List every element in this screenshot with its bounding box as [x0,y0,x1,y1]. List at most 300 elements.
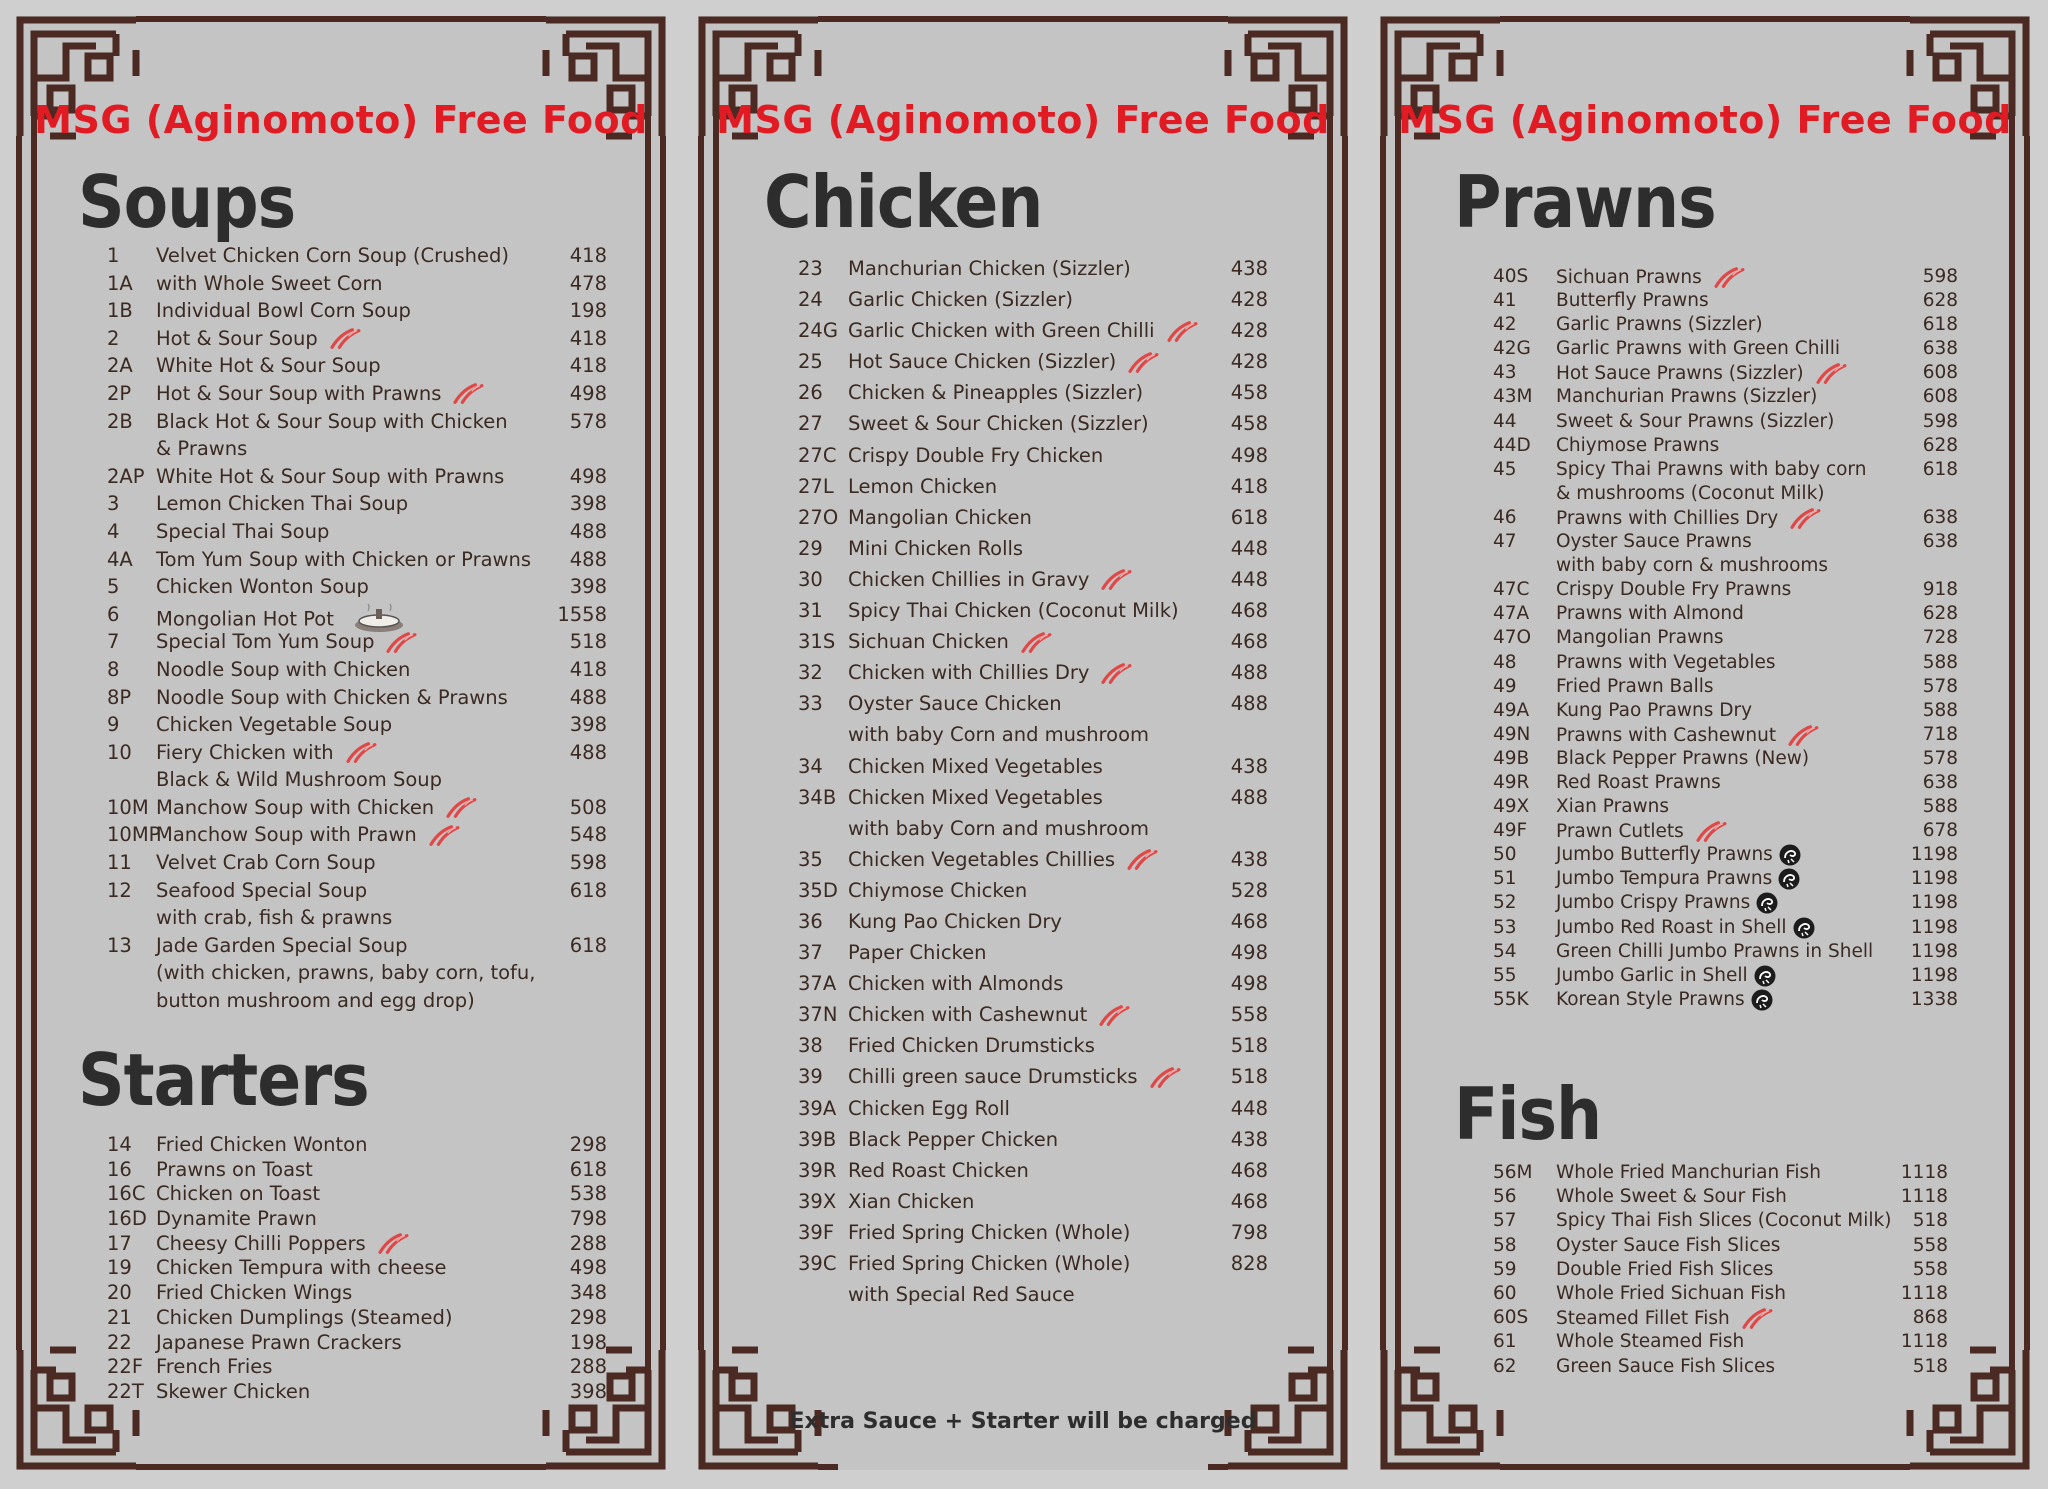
menu-item [1493,941,1958,965]
item-price: 728 [1922,627,1958,649]
item-name-line [1556,1307,1774,1331]
item-number: 31S [798,630,836,654]
item-name-line [156,686,508,709]
item-name: Korean Style Prawns [1556,988,1745,1010]
item-price: 578 [1922,675,1958,697]
item-price: 198 [569,1330,607,1354]
item-name: Special Thai Soup [156,519,330,543]
item-name-line [848,910,1062,933]
item-name: Tom Yum Soup with Chicken or Prawns [156,547,532,571]
item-price: 588 [1922,699,1958,721]
item-name-line [848,257,1131,280]
item-name-line [848,755,1103,778]
item-number: 49N [1493,723,1531,745]
item-price: 458 [1230,381,1268,405]
item-number: 25 [798,350,823,374]
item-price: 798 [569,1207,607,1231]
item-name: Fried Spring Chicken (Whole) [848,1220,1131,1244]
item-number: 2P [107,381,132,405]
item-name-line [156,382,485,407]
item-name-line [156,1355,272,1378]
soups-list [107,244,607,1017]
item-name: Mongolian Hot Pot [156,607,334,631]
item-price: 498 [569,381,607,405]
item-name-line [1556,844,1801,866]
item-name-line [156,741,378,766]
item-number: 27O [798,505,839,529]
item-name: Lemon Chicken [848,474,998,498]
item-number: 27L [798,474,834,498]
menu-item [798,879,1268,910]
item-name-line [156,851,376,874]
item-name-line [156,1380,310,1403]
item-price: 548 [569,823,607,847]
menu-item [107,1207,607,1232]
item-name-line [156,575,369,598]
item-price: 628 [1922,434,1958,456]
menu-item [107,713,607,741]
item-name-line [156,272,383,295]
menu-item [1493,892,1958,916]
item-price: 538 [569,1182,607,1206]
item-price: 638 [1922,771,1958,793]
item-name-line [156,354,381,377]
menu-item [107,658,607,686]
item-name: Paper Chicken [848,941,987,965]
section-title-prawns: Prawns [1454,160,1716,244]
menu-item [1493,1307,1948,1331]
item-price: 918 [1922,579,1958,601]
menu-item [798,848,1268,879]
item-number: 50 [1493,844,1517,866]
item-name: Japanese Prawn Crackers [156,1330,402,1354]
item-name: Special Tom Yum Soup [156,630,375,654]
item-price: 618 [569,1157,607,1181]
item-number: 22F [107,1355,144,1379]
item-number: 33 [798,692,823,716]
item-name-line [1556,892,1778,914]
item-price: 438 [1230,754,1268,778]
item-price: 618 [1922,458,1958,480]
menu-item [107,1355,607,1380]
item-price: 398 [569,492,607,516]
item-name-line [156,1281,352,1304]
menu-item [798,475,1268,506]
item-name: Sichuan Prawns [1556,267,1702,288]
item-price: 868 [1912,1307,1948,1329]
item-name: White Hot & Sour Soup with Prawns [156,464,505,488]
item-price: 418 [569,244,607,267]
item-name-line [156,823,461,848]
item-name: Spicy Thai Fish Slices (Coconut Milk) [1556,1210,1892,1232]
item-name: Chicken Vegetables Chillies [848,847,1116,871]
menu-item [107,1380,607,1405]
item-price: 828 [1230,1252,1268,1275]
item-name-line [848,1034,1095,1057]
item-name: Noodle Soup with Chicken [156,657,411,681]
item-price: 608 [1922,386,1958,408]
item-name-line [848,506,1032,529]
item-name: Prawn Cutlets [1556,821,1684,843]
jumbo-prawn-icon [1778,868,1800,890]
item-name: Prawns on Toast [156,1157,313,1181]
item-name-line [156,1331,402,1354]
item-number: 44D [1493,434,1531,456]
item-name: Crispy Double Fry Prawns [1556,579,1792,601]
item-number: 39 [798,1065,823,1089]
item-name: Spicy Thai Chicken (Coconut Milk) [848,599,1179,623]
item-number: 29 [798,536,823,560]
item-name: Mangolian Chicken [848,505,1032,529]
item-price: 458 [1230,412,1268,436]
item-price: 418 [569,326,607,350]
menu-item [798,910,1268,941]
item-name-line [1556,459,1866,480]
item-name: Prawns with Almond [1556,603,1744,625]
item-name-line [1556,1356,1775,1377]
menu-item [798,1190,1268,1221]
item-number: 5 [107,575,120,599]
item-name-line [848,475,997,498]
item-name-line [1556,676,1714,697]
menu-item [107,354,607,382]
menu-item [798,568,1268,599]
item-price: 488 [1230,661,1268,685]
item-price: 438 [1230,257,1268,280]
item-price: 488 [1230,692,1268,716]
item-number: 31 [798,599,823,623]
item-name-line [1556,724,1820,748]
item-name-line [848,972,1063,995]
item-number: 61 [1493,1331,1517,1353]
item-name-line [848,692,1062,715]
item-name-line [848,444,1103,467]
item-number: 56M [1493,1162,1533,1183]
msg-free-banner: MSG (Aginomoto) Free Food [34,98,648,142]
item-number: 49F [1493,820,1528,842]
menu-item [798,1003,1268,1034]
chili-icon [451,382,485,406]
item-name-line [848,1097,1010,1120]
menu-item [107,410,607,465]
item-name: Chicken Chillies in Gravy [848,567,1090,591]
item-name: Whole Sweet & Sour Fish [1556,1186,1787,1208]
chili-icon [1126,351,1160,375]
item-name: Chicken & Pineapples (Sizzler) [848,381,1144,405]
menu-item [1493,627,1958,651]
item-name-line [1556,917,1815,939]
item-price: 418 [1230,474,1268,498]
item-number: 47C [1493,579,1530,601]
item-number: 27C [798,443,837,467]
item-name: Chicken Tempura with cheese [156,1256,447,1280]
menu-item [107,879,607,934]
item-name-line [1556,772,1721,793]
jumbo-prawn-icon [1756,892,1778,914]
item-price: 298 [569,1133,607,1156]
item-name: Jumbo Tempura Prawns [1556,868,1773,890]
item-price: 598 [1922,410,1958,432]
item-name-line [156,934,407,957]
item-price: 1118 [1900,1282,1948,1304]
menu-item [798,288,1268,319]
item-name: Whole Fried Sichuan Fish [1556,1282,1787,1304]
menu-item [798,1252,1268,1314]
chili-icon [427,824,461,848]
item-name: Black Pepper Prawns (New) [1556,747,1810,769]
item-name-line [1556,531,1752,552]
menu-item [1493,1210,1948,1234]
item-name: Xian Prawns [1556,796,1670,818]
item-number: 1A [107,271,133,295]
item-number: 39C [798,1252,837,1275]
item-price: 498 [1230,941,1268,965]
item-name-line [1556,700,1752,721]
menu-item [1493,796,1958,820]
menu-item [1493,266,1958,290]
item-number: 1B [107,299,133,323]
item-name: Steamed Fillet Fish [1556,1308,1730,1330]
menu-item [1493,652,1958,676]
item-number: 37N [798,1003,838,1027]
item-name-line [848,1252,1130,1275]
menu-item [798,381,1268,412]
item-name-line [1556,868,1800,890]
item-name: Hot Sauce Chicken (Sizzler) [848,350,1117,374]
item-price: 478 [569,271,607,295]
item-number: 2AP [107,464,145,488]
item-name: Lemon Chicken Thai Soup [156,492,409,516]
menu-item [1493,1331,1948,1355]
item-price: 618 [569,933,607,957]
item-number: 4A [107,547,133,571]
item-name: Oyster Sauce Chicken [848,692,1062,716]
item-number: 14 [107,1133,132,1156]
item-name: Chicken with Cashewnut [848,1003,1088,1027]
menu-item [1493,1186,1948,1210]
item-name-line [156,1306,453,1329]
item-price: 288 [569,1355,607,1379]
item-name: Fried Chicken Wonton [156,1133,368,1156]
item-number: 47O [1493,627,1532,649]
item-name: Sichuan Chicken [848,630,1009,654]
item-number: 60S [1493,1307,1529,1329]
menu-item [798,630,1268,661]
item-name: Garlic Prawns (Sizzler) [1556,314,1763,336]
item-number: 16C [107,1182,146,1206]
menu-item [798,350,1268,381]
item-name: Double Fried Fish Slices [1556,1258,1774,1280]
item-price: 578 [569,409,607,433]
jumbo-prawn-icon [1793,917,1815,939]
menu-item [798,1065,1268,1096]
item-name-line [848,941,987,964]
item-name: Chicken Mixed Vegetables [848,785,1103,809]
item-name-line [1556,796,1669,817]
item-name: Fried Spring Chicken (Whole) [848,1252,1131,1275]
item-name: Red Roast Chicken [848,1158,1029,1182]
menu-item [798,1221,1268,1252]
item-price: 558 [1912,1234,1948,1256]
item-number: 3 [107,492,120,516]
item-name: Garlic Prawns with Green Chilli [1556,338,1840,360]
menu-item [798,755,1268,786]
item-number: 19 [107,1256,132,1280]
menu-item [107,1331,607,1356]
fish-list [1493,1162,1948,1380]
menu-item [798,972,1268,1003]
item-number: 35D [798,878,838,902]
menu-item [107,1133,607,1158]
item-number: 59 [1493,1258,1517,1280]
section-title-soups: Soups [78,160,296,244]
item-price: 518 [569,630,607,654]
menu-item [107,520,607,548]
item-price: 428 [1230,350,1268,374]
item-name-line [156,1133,367,1156]
item-name: Fiery Chicken with [156,740,334,764]
menu-item [1493,338,1958,362]
item-name-line [1556,1162,1821,1183]
item-number: 35 [798,847,823,871]
item-number: 37 [798,941,823,965]
menu-item [798,506,1268,537]
chili-icon [1814,362,1848,386]
chili-icon [1125,848,1159,872]
menu-item [1493,868,1958,892]
section-title-chicken: Chicken [764,160,1043,244]
item-name: Green Chilli Jumbo Prawns in Shell [1556,940,1874,962]
item-number: 53 [1493,916,1517,938]
item-number: 6 [107,602,120,626]
item-name-line [1556,820,1728,844]
item-name-line [1556,386,1817,407]
item-number: 37A [798,972,837,996]
menu-item [798,537,1268,568]
menu-item [107,1306,607,1331]
item-number: 12 [107,878,132,902]
item-name-line [848,1065,1182,1090]
item-price: 1338 [1910,988,1958,1010]
item-name: Jumbo Garlic in Shell [1556,964,1748,986]
item-price: 498 [1230,972,1268,996]
item-number: 56 [1493,1186,1517,1208]
item-number: 51 [1493,868,1517,890]
item-name: Manchurian Prawns (Sizzler) [1556,386,1818,408]
menu-item [107,934,607,1017]
item-number: 16D [107,1207,147,1231]
item-name: Chicken on Toast [156,1182,321,1206]
item-name: Xian Chicken [848,1189,975,1213]
menu-item [798,786,1268,848]
item-name: Dynamite Prawn [156,1207,317,1231]
menu-item [1493,989,1958,1013]
item-number: 48 [1493,651,1517,673]
item-name: Whole Fried Manchurian Fish [1556,1162,1821,1183]
item-price: 418 [569,657,607,681]
item-name: Prawns with Vegetables [1556,651,1776,673]
item-name: Chicken with Chillies Dry [848,661,1090,685]
menu-item [107,327,607,355]
item-number: 43M [1493,386,1533,408]
menu-item [1493,917,1958,941]
item-number: 49 [1493,675,1517,697]
item-name-line [848,319,1199,344]
item-price: 1198 [1910,844,1958,866]
item-number: 26 [798,381,823,405]
menu-panel-chicken [698,16,1348,1470]
item-price: 468 [1230,1189,1268,1213]
chili-icon [1786,724,1820,748]
item-name: Noodle Soup with Chicken & Prawns [156,685,508,709]
item-number: 1 [107,244,120,267]
item-number: 34 [798,754,823,778]
menu-item [107,272,607,300]
item-price: 398 [569,713,607,737]
item-name: Oyster Sauce Prawns [1556,531,1752,553]
item-name: Individual Bowl Corn Soup [156,299,411,323]
item-number: 24G [798,319,838,343]
item-name-line [848,599,1179,622]
item-name: Mini Chicken Rolls [848,536,1024,560]
chicken-list [798,257,1268,1314]
item-price: 498 [569,1256,607,1280]
menu-item [798,1128,1268,1159]
item-name-line [156,713,392,736]
menu-item [1493,772,1958,796]
item-price: 518 [1912,1210,1948,1232]
item-number: 11 [107,851,132,875]
item-price: 428 [1230,319,1268,343]
item-name-line [848,412,1149,435]
item-description: with Special Red Sauce [848,1283,1075,1307]
item-description: with crab, fish & prawns [156,906,393,930]
item-name-line [156,244,509,267]
item-price: 798 [1230,1220,1268,1244]
chili-icon [444,796,478,820]
chili-icon [384,631,418,655]
menu-item [1493,748,1958,772]
item-name-line [848,288,1073,311]
item-price: 1198 [1910,892,1958,914]
menu-item [798,257,1268,288]
item-name-line [1556,1235,1780,1256]
item-name-line [1556,411,1834,432]
menu-panel-soups-starters [16,16,666,1470]
item-price: 438 [1230,847,1268,871]
item-price: 718 [1922,723,1958,745]
item-name-line [848,661,1133,686]
item-name-line [848,350,1160,375]
item-name: Mangolian Prawns [1556,627,1724,649]
item-name: Velvet Chicken Corn Soup (Crushed) [156,244,510,267]
item-price: 518 [1230,1065,1268,1089]
chili-icon [1099,568,1133,592]
jumbo-prawn-icon [1754,965,1776,987]
item-price: 488 [569,519,607,543]
item-name-line [156,879,367,902]
item-name-line [848,568,1133,593]
item-name-line [1556,1331,1744,1352]
item-price: 618 [1922,314,1958,336]
item-name-line [1556,314,1763,335]
item-number: 16 [107,1157,132,1181]
menu-item [1493,965,1958,989]
item-number: 49B [1493,747,1530,769]
item-price: 468 [1230,630,1268,654]
menu-item [107,492,607,520]
item-price: 608 [1922,362,1958,384]
